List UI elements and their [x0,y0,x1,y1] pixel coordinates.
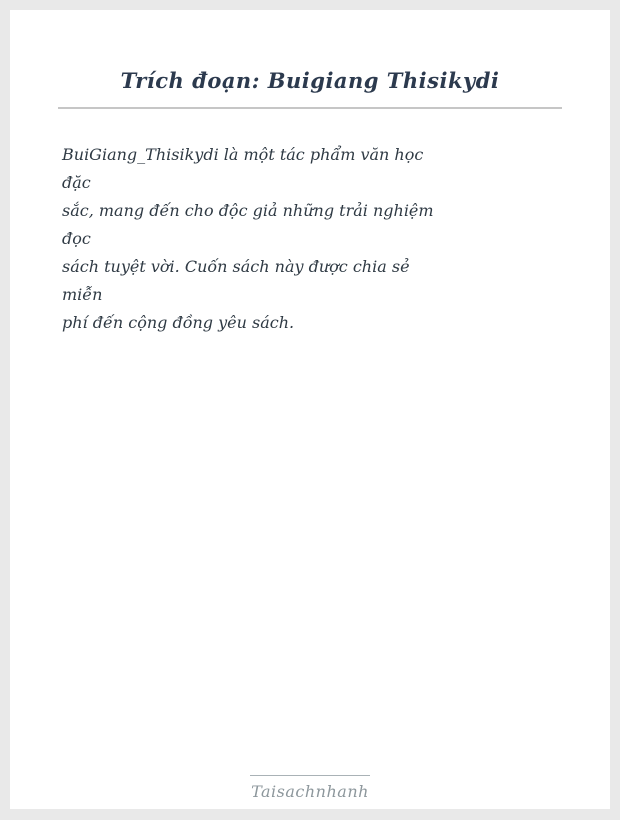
excerpt-line-7: phí đến cộng đồng yêu sách. [62,313,295,332]
page-title: Trích đoạn: Buigiang Thisikydi [120,68,500,93]
excerpt-line-2: đặc [62,173,91,192]
excerpt-body [62,141,560,337]
site-name: Taisachnhanh [251,782,369,801]
footer-divider [250,775,370,776]
document-footer [10,775,610,801]
document-header [10,10,610,109]
excerpt-line-4: đọc [62,229,91,248]
document-page [10,10,610,809]
header-divider [58,107,562,109]
excerpt-line-3: sắc, mang đến cho độc giả những trải nghiệm [62,201,434,220]
excerpt-line-5: sách tuyệt vời. Cuốn sách này được chia sẻ [62,257,410,276]
excerpt-line-1: BuiGiang_Thisikydi là một tác phẩm văn học [62,145,424,164]
excerpt-line-6: miễn [62,285,103,304]
